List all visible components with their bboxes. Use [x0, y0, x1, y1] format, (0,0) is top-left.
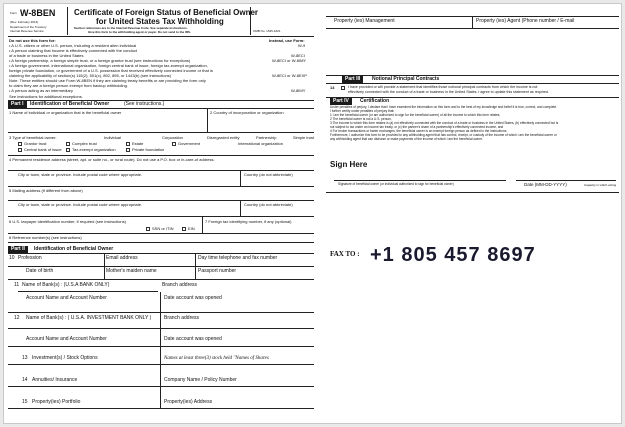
- ein-checkbox[interactable]: [182, 227, 186, 231]
- form-dept-irs: Internal Revenue Service: [10, 29, 44, 33]
- account-name-label: Account Name and Account Number: [26, 295, 107, 301]
- capacity-label: Capacity in which acting: [584, 183, 617, 187]
- line-number: 15: [22, 399, 28, 405]
- date-label: Date (MM-DD-YYYY): [524, 182, 567, 187]
- part3-title: Notional Principal Contracts: [372, 76, 440, 82]
- certification-line: Furthermore, I authorize this form to be provided to any withholding agent that has control, receipt, or custody of the income of which I am the beneficial owner or: [330, 133, 557, 137]
- form-subtitle: for United States Tax Withholding: [96, 17, 224, 26]
- bank-name-label: Name of Bank(s) : (U.S.A BANK ONLY): [22, 282, 110, 288]
- form-dept: Department of the Treasury: [10, 25, 47, 29]
- intro-line: • A foreign partnership, a foreign simple trust, or a foreign grantor trust (see instructions for exceptions): [9, 58, 191, 63]
- certification-line: I further certify under penalties of perjury that:: [330, 109, 395, 113]
- part4-title: Certification: [360, 98, 390, 104]
- estate-checkbox[interactable]: [126, 142, 130, 146]
- owner-type-label: Estate: [132, 141, 144, 146]
- alt-form: W-8ECI or W-8EXP: [272, 73, 307, 78]
- government-checkbox[interactable]: [172, 142, 176, 146]
- intro-line: Note. These entities should use Form W-8BEN if they are claiming treaty benefits or are providing the form only: [9, 78, 206, 83]
- alt-form: W-9: [298, 43, 306, 48]
- intro-line: • A person acting as an intermediary: [9, 88, 73, 93]
- intro-line: • A person claiming that income is effectively connected with the conduct: [9, 48, 138, 53]
- alt-form: W-8IMY: [291, 88, 306, 93]
- owner-type-label: Central bank of issue: [24, 147, 62, 152]
- property-address-label: Property(ies) Address: [164, 399, 213, 405]
- intro-line: • A U.S. citizen or other U.S. person, including a resident alien individual: [9, 43, 137, 48]
- shares-label: Names at least three(3) stock held ''Names of Shares: [164, 356, 269, 361]
- owner-type-label: Individual: [104, 135, 121, 140]
- ssn-checkbox[interactable]: [146, 227, 150, 231]
- owner-type-label: Simple trust: [293, 135, 315, 140]
- company-policy-label: Company Name / Policy Number: [164, 377, 237, 383]
- part1-title: Identification of Beneficial Owner: [30, 101, 110, 107]
- ssn-label: SSN or ITIN: [152, 226, 174, 231]
- branch-address-label: Branch address: [162, 282, 198, 288]
- additional-exceptions: See instructions for additional exceptions.: [9, 94, 83, 99]
- line-number: 10: [9, 255, 15, 261]
- sign-here-label: Sign Here: [330, 160, 368, 169]
- owner-type-label: Government: [178, 141, 201, 146]
- central-bank-checkbox[interactable]: [18, 148, 22, 152]
- line14-text: effectively connected with the conduct of a trade or business in the United States. I agree to update this statement as required.: [348, 90, 549, 94]
- certification-line: any withholding agent that can disburse or make payments of the income of which I am the beneficial owner.: [330, 137, 483, 141]
- form-number: W-8BEN: [20, 8, 56, 18]
- owner-type-label: International organization: [238, 141, 283, 146]
- certification-line: 3 The income to which this form relates is (a) not effectively connected with the conduct of a trade or business in the United States, (b) effectively connected but is: [330, 121, 559, 125]
- owner-type-label: Corporation: [162, 135, 183, 140]
- line7-label: 7 Foreign tax identifying number, if any (optional): [205, 219, 292, 224]
- mother-name-label: Mother's maiden name: [106, 268, 157, 274]
- email-label: Email address: [106, 255, 138, 261]
- profession-label: Profession: [18, 255, 42, 261]
- line1-label: 1 Name of individual or organization that is the beneficial owner: [9, 110, 122, 115]
- line4-label: 4 Permanent residence address (street, apt. or suite no., or rural route). Do not use a P.O. box or in-care-of address.: [9, 157, 215, 162]
- line8-label: 8 Reference number(s) (see instructions): [9, 235, 82, 240]
- alt-form: W-8ECI or W-8IMY: [272, 58, 307, 63]
- property-management-label: Property (ies) Management: [334, 18, 395, 24]
- line14-text: I have provided or will provide a statement that identifies those notional principal contracts from which the income is not: [348, 85, 538, 89]
- intro-line: foreign private foundation, or government of a U.S. possession that received effectively connected income or that is: [9, 68, 213, 73]
- city-label: City or town, state or province. Include postal code where appropriate.: [18, 202, 143, 207]
- part1-hint: (See instructions.): [124, 101, 165, 107]
- city-label: City or town, state or province. Include postal code where appropriate.: [18, 172, 143, 177]
- date-line[interactable]: [516, 180, 616, 181]
- certification-line: 2 The beneficial owner is not a U.S. person,: [330, 117, 392, 121]
- part2-title: Identification of Beneficial Owner: [34, 246, 114, 252]
- instead-use: Instead, use Form:: [269, 38, 305, 43]
- date-opened-2-label: Date account was opened: [164, 336, 222, 342]
- account-name-2-label: Account Name and Account Number: [26, 336, 107, 342]
- form-sub-note: Section references are to the Internal Revenue Code. See separate instructions.: [74, 26, 188, 30]
- owner-type-label: Tax-exempt organization: [72, 147, 116, 152]
- property-portfolio-label: Property(ies) Portfolio: [32, 399, 81, 405]
- line3-label: 3 Type of beneficial owner:: [9, 135, 57, 140]
- owner-type-label: Private foundation: [132, 147, 165, 152]
- owner-type-label: Complex trust: [72, 141, 97, 146]
- part2-tag: Part II: [8, 246, 28, 253]
- ein-label: EIN: [188, 226, 195, 231]
- branch-address-2-label: Branch address: [164, 315, 200, 321]
- day-tel-label: Day time telephone and fax number: [198, 255, 278, 261]
- intro-line: claiming the applicability of section(s) 115(2), 501(c), 892, 895, or 1443(b) (see instructions): [9, 73, 172, 78]
- investment-label: Investment(s) / Stock Options: [32, 355, 98, 361]
- certification-line: 1 I am the beneficial owner (or am authorized to sign for the beneficial owner) of all the income to which this form relates,: [330, 113, 501, 117]
- line5-label: 5 Mailing address (if different from above): [9, 188, 83, 193]
- part3-tag: Part III: [342, 76, 363, 83]
- investment-bank-label: Name of Bank(s) : ( U.S.A. INVESTMENT BANK ONLY ): [26, 315, 152, 321]
- signature-label: Signature of beneficial owner (or individual authorized to sign for beneficial owner): [338, 182, 454, 186]
- fax-number: +1 805 457 8697: [370, 244, 536, 266]
- line-number: 12: [14, 315, 20, 321]
- country-label: Country (do not abbreviate): [244, 172, 293, 177]
- country-label: Country (do not abbreviate): [244, 202, 293, 207]
- private-foundation-checkbox[interactable]: [126, 148, 130, 152]
- line-number: 14: [22, 377, 28, 383]
- passport-label: Passport number: [198, 268, 237, 274]
- form-give-note: Give this form to the withholding agent or payer. Do not send to the IRS.: [88, 30, 191, 34]
- certification-line: Under penalties of perjury, I declare that I have examined the information on this form and to the best of my knowledge and belief it is true, correct, and complete.: [330, 105, 558, 109]
- form-title: Certificate of Foreign Status of Beneficial Owner: [74, 8, 259, 17]
- property-agent-label: Property (ies) Agent (Phone number / E-mail: [476, 18, 575, 24]
- part1-tag: Part I: [8, 101, 27, 108]
- part4-tag: Part IV: [330, 98, 352, 105]
- certification-line: not subject to tax under an income tax treaty, or (c) the partner's share of a partnership's effectively connected income, and: [330, 125, 504, 129]
- form-rev: (Rev. February 2014): [10, 20, 39, 24]
- form-page: [3, 3, 622, 424]
- line6-label: 6 U.S. taxpayer identification number, if required (see instructions): [9, 219, 126, 224]
- intro-line: of a trade or business in the United States: [9, 53, 84, 58]
- date-opened-label: Date account was opened: [164, 295, 222, 301]
- line-number: 13: [22, 355, 28, 361]
- complex-trust-checkbox[interactable]: [66, 142, 70, 146]
- line-number: 11: [14, 282, 20, 288]
- grantor-trust-checkbox[interactable]: [18, 142, 22, 146]
- certification-line: 4 For broker transactions or barter exchanges, the beneficial owner is an exempt foreign person as defined in the instructions.: [330, 129, 508, 133]
- fax-label: FAX TO :: [330, 250, 360, 258]
- form-label: Form: [10, 11, 17, 15]
- signature-line[interactable]: [334, 180, 506, 181]
- owner-type-label: Grantor trust: [24, 141, 47, 146]
- owner-type-label: Disregarded entity: [207, 135, 240, 140]
- alt-form: W-8ECI: [291, 53, 305, 58]
- line14-checkbox[interactable]: [341, 86, 345, 90]
- intro-line: • A foreign government, international organization, foreign central bank of issue, foreign tax-exempt organization,: [9, 63, 208, 68]
- line2-label: 2 Country of incorporation or organization: [210, 110, 284, 115]
- do-not-use: Do not use this form for:: [9, 38, 56, 43]
- owner-type-label: Partnership: [256, 135, 277, 140]
- line14-number: 14: [330, 85, 335, 90]
- tax-exempt-checkbox[interactable]: [66, 148, 70, 152]
- annuities-label: Annuities/ Insurance: [32, 377, 78, 383]
- intro-line: to claim they are a foreign person exempt from backup withholding.: [9, 83, 128, 88]
- dob-label: Date of birth: [26, 268, 54, 274]
- omb-number: OMB No. 1545-1621: [253, 29, 281, 33]
